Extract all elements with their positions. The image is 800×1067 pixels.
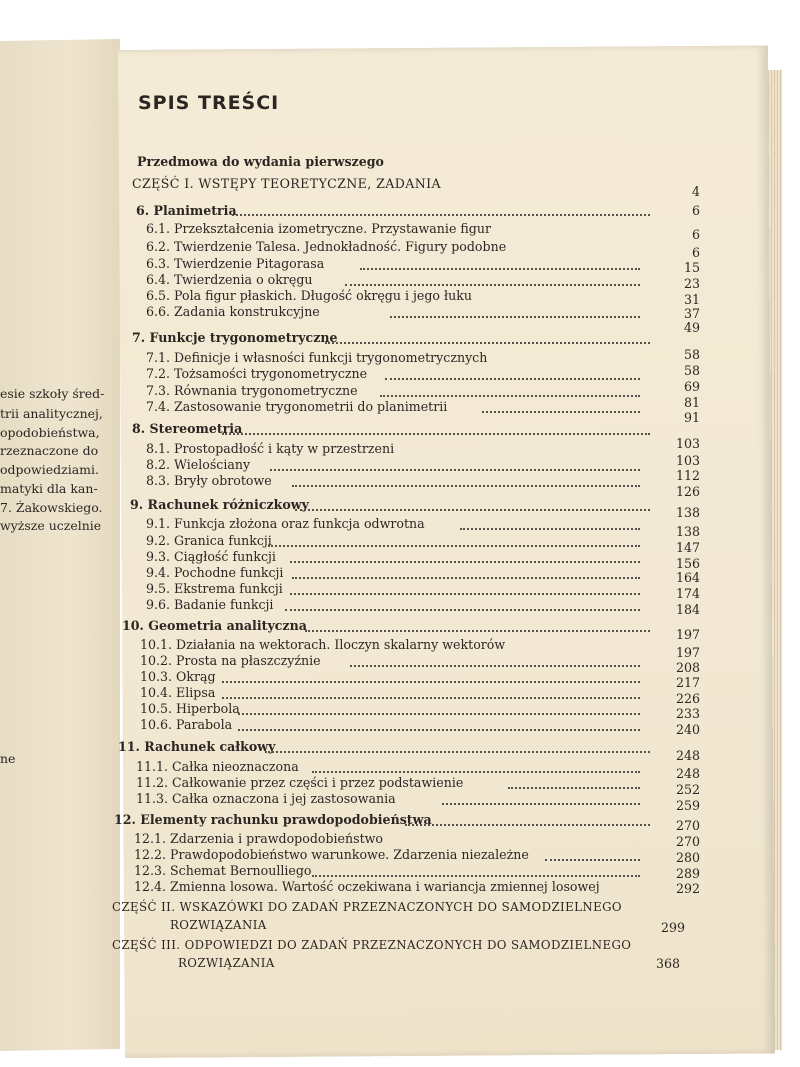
- left-page-line: matyki dla kan-: [0, 481, 98, 496]
- dot-leader: [238, 729, 640, 731]
- page-number: 138: [675, 524, 700, 539]
- left-page: [0, 39, 120, 1051]
- toc-item: 10.4. Elipsa: [140, 685, 216, 700]
- page-number: 103: [675, 453, 700, 468]
- toc-item: 9.6. Badanie funkcji: [146, 597, 274, 612]
- page-number: 23: [683, 276, 700, 291]
- left-page-line: trii analitycznej,: [0, 406, 103, 421]
- page-number: 112: [675, 468, 700, 483]
- toc-item: 7.1. Definicje i własności funkcji trygonometrycznych: [146, 350, 488, 365]
- toc-part-1: CZĘŚĆ I. WSTĘPY TEORETYCZNE, ZADANIA: [132, 176, 441, 191]
- toc-chapter: 12. Elementy rachunku prawdopodobieństwa: [114, 812, 432, 827]
- page-number: 156: [675, 556, 700, 571]
- page-number: 58: [683, 363, 700, 378]
- page-number: 259: [675, 798, 700, 813]
- dot-leader: [482, 411, 640, 413]
- page-number: 69: [683, 379, 700, 394]
- dot-leader: [405, 824, 650, 826]
- left-page-line: wyższe uczelnie: [0, 518, 102, 533]
- dot-leader: [380, 395, 640, 397]
- dot-leader: [270, 469, 640, 471]
- toc-item: 12.3. Schemat Bernoulliego: [134, 863, 312, 878]
- page-number: 15: [683, 260, 700, 275]
- toc-item: 7.3. Równania trygonometryczne: [146, 383, 358, 398]
- toc-part-2: CZĘŚĆ II. WSKAZÓWKI DO ZADAŃ PRZEZNACZONYCH DO SAMODZIELNEGO: [112, 900, 622, 914]
- page-number: 4: [691, 184, 700, 199]
- dot-leader: [305, 630, 650, 632]
- page-number: 280: [675, 850, 700, 865]
- page-number: 174: [675, 586, 700, 601]
- toc-part-2-cont: ROZWIĄZANIA: [170, 918, 267, 932]
- page-number: 208: [675, 660, 700, 675]
- dot-leader: [290, 561, 640, 563]
- page-number: 6: [691, 245, 700, 260]
- toc-part-3: CZĘŚĆ III. ODPOWIEDZI DO ZADAŃ PRZEZNACZONYCH DO SAMODZIELNEGO: [112, 938, 632, 952]
- dot-leader: [390, 316, 640, 318]
- page-number: 368: [655, 956, 680, 971]
- toc-chapter: 8. Stereometria: [132, 421, 243, 436]
- dot-leader: [442, 803, 640, 805]
- page-number: 126: [675, 484, 700, 499]
- toc-item: 8.1. Prostopadłość i kąty w przestrzeni: [146, 441, 395, 456]
- page-number: 270: [675, 818, 700, 833]
- page-number: 58: [683, 347, 700, 362]
- toc-item: 9.4. Pochodne funkcji: [146, 565, 284, 580]
- toc-chapter: 7. Funkcje trygonometryczne: [132, 330, 338, 345]
- dot-leader: [312, 771, 640, 773]
- toc-item: 11.3. Całka oznaczona i jej zastosowania: [136, 791, 396, 806]
- dot-leader: [238, 713, 640, 715]
- dot-leader: [350, 665, 640, 667]
- page-number: 248: [675, 748, 700, 763]
- dot-leader: [460, 528, 640, 530]
- left-page-line: rzeznaczone do: [0, 443, 99, 458]
- page-number: 197: [675, 645, 700, 660]
- toc-item: 12.4. Zmienna losowa. Wartość oczekiwana i wariancja zmiennej losowej: [134, 879, 600, 894]
- page-number: 292: [675, 881, 700, 896]
- page-number: 31: [683, 292, 700, 307]
- dot-leader: [508, 787, 640, 789]
- toc-item: 6.2. Twierdzenie Talesa. Jednokładność. Figury podobne: [146, 239, 507, 254]
- toc-chapter: 6. Planimetria: [136, 203, 237, 218]
- toc-item: 11.1. Całka nieoznaczona: [136, 759, 299, 774]
- dot-leader: [292, 485, 640, 487]
- toc-item: 6.6. Zadania konstrukcyjne: [146, 304, 320, 319]
- toc-item: 11.2. Całkowanie przez części i przez podstawienie: [136, 775, 464, 790]
- toc-item: 8.2. Wielościany: [146, 457, 251, 472]
- page-number: 81: [683, 395, 700, 410]
- dot-leader: [290, 593, 640, 595]
- page-number: 49: [683, 320, 700, 335]
- toc-chapter: 10. Geometria analityczna: [122, 618, 307, 633]
- toc-item: 10.1. Działania na wektorach. Iloczyn skalarny wektorów: [140, 637, 506, 652]
- dot-leader: [385, 378, 640, 380]
- page-number: 184: [675, 602, 700, 617]
- page-number: 233: [675, 706, 700, 721]
- left-page-line: esie szkoły śred-: [0, 386, 105, 401]
- toc-item: 12.2. Prawdopodobieństwo warunkowe. Zdarzenia niezależne: [134, 847, 529, 862]
- dot-leader: [325, 342, 650, 344]
- toc-preface: Przedmowa do wydania pierwszego: [137, 154, 384, 169]
- page-number: 248: [675, 766, 700, 781]
- toc-item: 6.5. Pola figur płaskich. Długość okręgu i jego łuku: [146, 288, 472, 303]
- dot-leader: [222, 433, 650, 435]
- toc-item: 7.2. Tożsamości trygonometryczne: [146, 366, 368, 381]
- toc-item: 6.1. Przekształcenia izometryczne. Przystawanie figur: [146, 221, 491, 236]
- toc-title: SPIS TREŚCI: [138, 92, 280, 114]
- toc-item: 10.6. Parabola: [140, 717, 233, 732]
- toc-item: 10.3. Okrąg: [140, 669, 216, 684]
- page-number: 299: [660, 920, 685, 935]
- page-number: 197: [675, 627, 700, 642]
- page-number: 6: [691, 227, 700, 242]
- page-number: 6: [691, 203, 700, 218]
- page-number: 91: [683, 410, 700, 425]
- dot-leader: [292, 577, 640, 579]
- page-number: 252: [675, 782, 700, 797]
- left-page-line: 7. Żakowskiego.: [0, 500, 103, 515]
- page-number: 164: [675, 570, 700, 585]
- left-page-line: ne: [0, 751, 16, 766]
- toc-chapter: 9. Rachunek różniczkowy: [130, 497, 309, 512]
- toc-item: 9.1. Funkcja złożona oraz funkcja odwrotna: [146, 516, 425, 531]
- toc-item: 6.3. Twierdzenie Pitagorasa: [146, 256, 325, 271]
- dot-leader: [222, 697, 640, 699]
- page-number: 37: [683, 306, 700, 321]
- toc-item: 7.4. Zastosowanie trygonometrii do planimetrii: [146, 399, 448, 414]
- toc-item: 9.2. Granica funkcji: [146, 533, 272, 548]
- dot-leader: [545, 859, 640, 861]
- page-number: 217: [675, 675, 700, 690]
- dot-leader: [222, 681, 640, 683]
- toc-item: 9.3. Ciągłość funkcji: [146, 549, 276, 564]
- toc-item: 8.3. Bryły obrotowe: [146, 473, 272, 488]
- toc-item: 6.4. Twierdzenia o okręgu: [146, 272, 313, 287]
- page-number: 240: [675, 722, 700, 737]
- page-number: 270: [675, 834, 700, 849]
- toc-item: 10.5. Hiperbola: [140, 701, 240, 716]
- dot-leader: [268, 545, 640, 547]
- dot-leader: [232, 214, 650, 216]
- page-number: 138: [675, 505, 700, 520]
- dot-leader: [360, 268, 640, 270]
- dot-leader: [265, 751, 650, 753]
- dot-leader: [345, 284, 640, 286]
- dot-leader: [312, 875, 640, 877]
- page-number: 147: [675, 540, 700, 555]
- left-page-line: opodobieństwa,: [0, 425, 100, 440]
- page-number: 289: [675, 866, 700, 881]
- toc-item: 12.1. Zdarzenia i prawdopodobieństwo: [134, 831, 383, 846]
- toc-item: 9.5. Ekstrema funkcji: [146, 581, 283, 596]
- left-page-line: odpowiedziami.: [0, 462, 100, 477]
- page-number: 226: [675, 691, 700, 706]
- dot-leader: [285, 609, 640, 611]
- toc-item: 10.2. Prosta na płaszczyźnie: [140, 653, 321, 668]
- dot-leader: [295, 509, 650, 511]
- toc-part-3-cont: ROZWIĄZANIA: [178, 956, 275, 970]
- toc-chapter: 11. Rachunek całkowy: [118, 739, 276, 754]
- page-number: 103: [675, 436, 700, 451]
